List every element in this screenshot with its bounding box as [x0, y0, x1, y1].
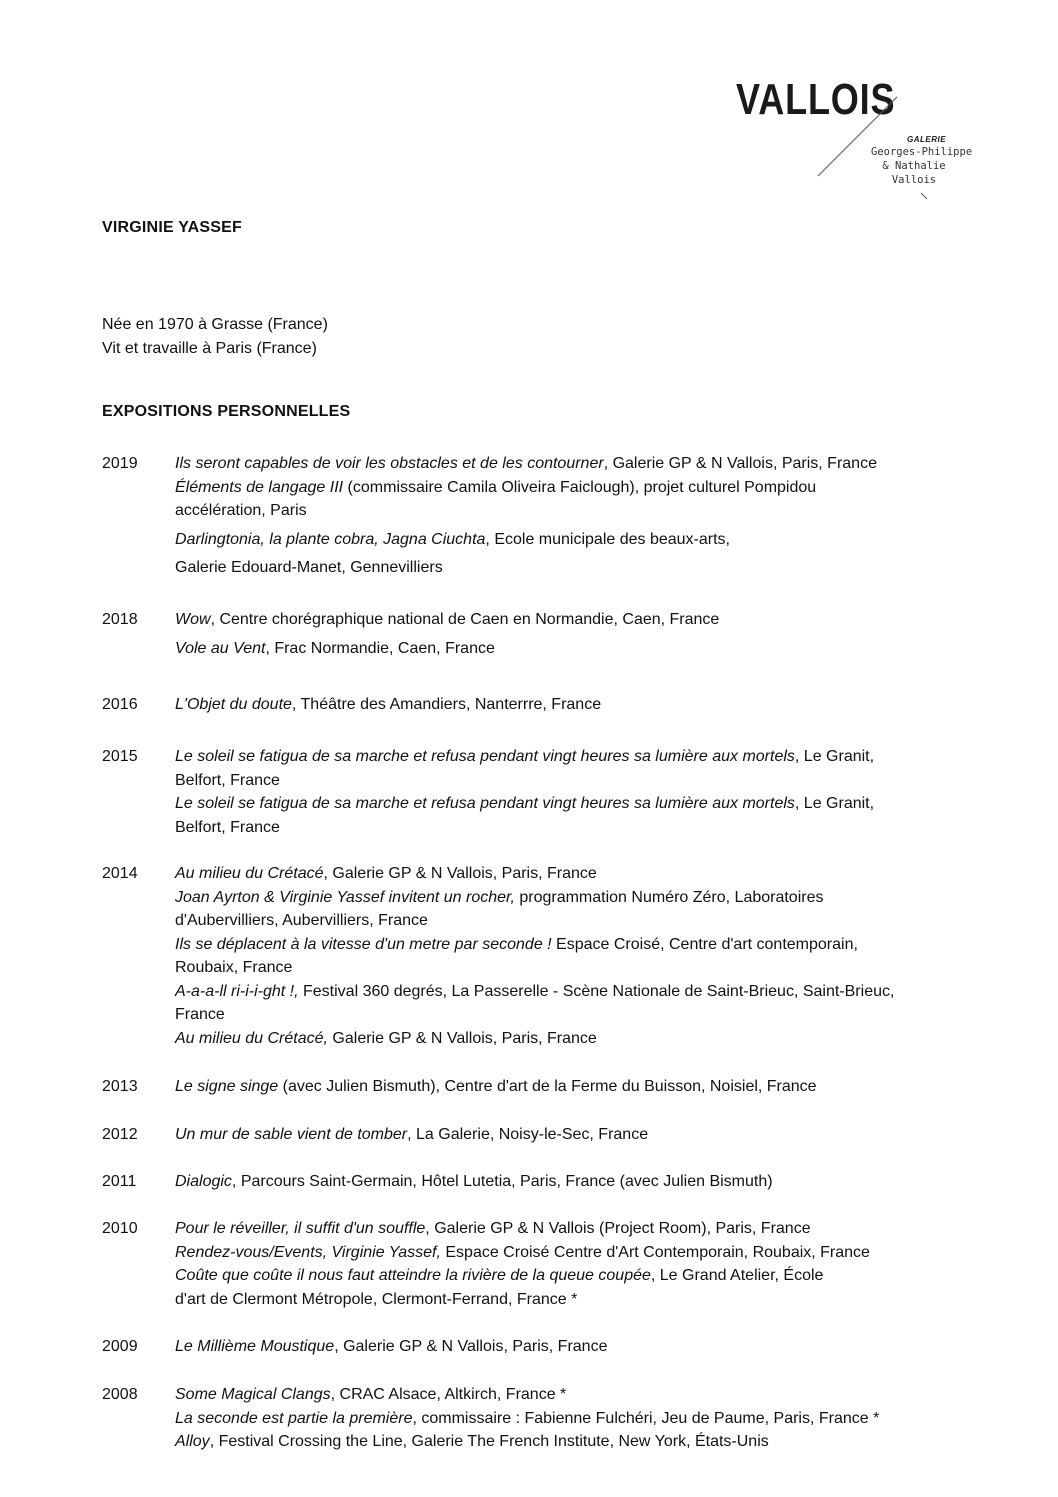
artist-name: VIRGINIE YASSEF [102, 219, 242, 236]
exhibition-line [175, 476, 1015, 500]
year-label: 2012 [102, 1126, 138, 1143]
exhibition-title: Darlingtonia, la plante cobra, Jagna Ciuchta [175, 530, 486, 548]
exhibition-details: , Ecole municipale des beaux-arts, [485, 530, 730, 548]
exhibition-line [175, 980, 1015, 1004]
exhibition-details: Belfort, France [175, 771, 280, 789]
exhibition-title: Dialogic [175, 1173, 232, 1190]
exhibition-entries [175, 1170, 1015, 1194]
exhibition-entries [175, 1383, 1015, 1454]
exhibition-line [175, 909, 1015, 933]
gallery-logo [736, 75, 973, 218]
bio-line: Née en 1970 à Grasse (France) [102, 316, 328, 333]
exhibition-entries [175, 1217, 1015, 1311]
exhibition-details: Espace Croisé, Centre d'art contemporain, [551, 935, 858, 953]
exhibition-line [175, 1264, 1015, 1288]
exhibition-title: Joan Ayrton & Virginie Yassef invitent un rocher, [175, 888, 515, 906]
exhibition-title: Coûte que coûte il nous faut atteindre la rivière de la queue coupée [175, 1267, 651, 1284]
exhibition-line [175, 637, 1015, 661]
exhibition-details: France [175, 1006, 225, 1023]
exhibition-entries [175, 452, 1015, 580]
exhibition-title: Le signe singe [175, 1078, 279, 1095]
exhibition-title: Le soleil se fatigua de sa marche et refusa pendant vingt heures sa lumière aux mortels [175, 795, 795, 812]
exhibition-line [175, 1288, 1015, 1312]
exhibition-line [175, 693, 1015, 717]
exhibition-line [175, 886, 1015, 910]
year-label: 2011 [102, 1173, 137, 1190]
year-label: 2008 [102, 1386, 138, 1403]
logo-gallery-names [871, 145, 973, 187]
exhibition-line [175, 792, 1015, 816]
exhibition-title: A-a-a-ll ri-i-i-ght !, [175, 982, 299, 1000]
exhibition-details: Espace Croisé Centre d'Art Contemporain, Roubaix, France [440, 1243, 870, 1261]
exhibition-details: Roubaix, France [175, 959, 293, 976]
year-label: 2013 [102, 1078, 138, 1095]
exhibition-details: accélération, Paris [175, 502, 307, 519]
exhibition-details: (avec Julien Bismuth), Centre d'art de la Ferme du Buisson, Noisiel, France [278, 1078, 817, 1095]
exhibition-details: , La Galerie, Noisy-le-Sec, France [407, 1126, 649, 1143]
exhibition-details: , Festival Crossing the Line, Galerie The French Institute, New York, États-Unis [209, 1433, 769, 1450]
exhibition-title: Vole au Vent [175, 639, 266, 657]
exhibition-line [175, 1170, 1015, 1194]
exhibition-details: (commissaire Camila Oliveira Faiclough), projet culturel Pompidou [343, 478, 817, 496]
exhibition-title: Ils se déplacent à la vitesse d'un metre par seconde ! [175, 935, 552, 953]
exhibition-details: Galerie Edouard-Manet, Gennevilliers [175, 559, 443, 576]
exhibition-entries [175, 1335, 1015, 1359]
logo-line: Vallois [891, 174, 937, 186]
year-label: 2016 [102, 696, 138, 713]
exhibition-line [175, 528, 1015, 552]
exhibition-details: , Le Grand Atelier, École [650, 1267, 824, 1284]
exhibition-line [175, 1123, 1015, 1147]
exhibition-title: L'Objet du doute [175, 696, 292, 713]
exhibition-details: , CRAC Alsace, Altkirch, France * [330, 1386, 567, 1403]
exhibition-details: programmation Numéro Zéro, Laboratoires [514, 888, 824, 906]
exhibition-line [175, 556, 1015, 580]
exhibition-line [175, 1027, 1015, 1051]
exhibition-title: Ils seront capables de voir les obstacles et de les contourner [175, 455, 604, 472]
year-label: 2010 [102, 1220, 138, 1237]
exhibition-details: , commissaire : Fabienne Fulchéri, Jeu de Paume, Paris, France * [412, 1409, 880, 1427]
artist-bio [102, 313, 328, 361]
exhibition-entries [175, 693, 1015, 717]
exhibition-details: , Le Granit, [794, 748, 875, 765]
exhibition-line [175, 745, 1015, 769]
exhibition-entries [175, 1123, 1015, 1147]
exhibition-title: Au milieu du Crétacé [175, 865, 324, 882]
exhibition-title: Some Magical Clangs [175, 1386, 331, 1403]
exhibition-line [175, 1407, 1015, 1431]
logo-galerie-label: GALERIE [907, 135, 947, 144]
exhibition-details: d'art de Clermont Métropole, Clermont-Ferrand, France * [175, 1290, 578, 1308]
exhibition-line [175, 1335, 1015, 1359]
exhibition-line [175, 816, 1015, 840]
exhibition-line [175, 1075, 1015, 1099]
year-label: 2018 [102, 611, 138, 628]
exhibition-details: , Théâtre des Amandiers, Nanterrre, France [291, 696, 602, 713]
exhibition-line [175, 1003, 1015, 1027]
year-label: 2009 [102, 1338, 138, 1355]
exhibition-details: , Centre chorégraphique national de Caen en Normandie, Caen, France [210, 611, 720, 628]
exhibition-details: , Galerie GP & N Vallois, Paris, France [334, 1338, 608, 1355]
section-title: EXPOSITIONS PERSONNELLES [102, 403, 351, 420]
exhibition-entries [175, 745, 1015, 839]
exhibition-title: Alloy [175, 1433, 210, 1450]
year-label: 2019 [102, 455, 138, 472]
exhibition-line [175, 862, 1015, 886]
logo-line: Georges-Philippe [871, 146, 973, 158]
exhibition-details: , Galerie GP & N Vallois (Project Room), Paris, France [425, 1220, 811, 1237]
exhibition-details: , Le Granit, [794, 795, 875, 812]
exhibition-line [175, 1241, 1015, 1265]
exhibition-entries [175, 862, 1015, 1050]
exhibition-line [175, 956, 1015, 980]
logo-line: & Nathalie [882, 160, 946, 172]
exhibition-title: Wow [175, 611, 211, 628]
exhibition-line [175, 1430, 1015, 1454]
exhibition-entries [175, 608, 1015, 660]
exhibition-details: d'Aubervilliers, Aubervilliers, France [175, 912, 428, 929]
exhibition-line [175, 1217, 1015, 1241]
exhibition-line [175, 933, 1015, 957]
exhibition-title: Pour le réveiller, il suffit d'un souffle [175, 1220, 426, 1237]
year-label: 2015 [102, 748, 138, 765]
exhibition-title: Éléments de langage III [175, 478, 344, 496]
exhibition-title: Le Millième Moustique [175, 1338, 335, 1355]
exhibition-line [175, 1383, 1015, 1407]
exhibition-details: , Parcours Saint-Germain, Hôtel Lutetia, Paris, France (avec Julien Bismuth) [231, 1173, 773, 1190]
year-label: 2014 [102, 865, 138, 882]
exhibition-details: Belfort, France [175, 818, 280, 836]
exhibition-line [175, 608, 1015, 632]
exhibition-title: Au milieu du Crétacé, [175, 1029, 328, 1047]
exhibition-title: Un mur de sable vient de tomber [175, 1126, 408, 1143]
exhibition-line [175, 452, 1015, 476]
exhibition-details: , Frac Normandie, Caen, France [265, 639, 495, 657]
exhibition-entries [175, 1075, 1015, 1099]
exhibition-title: Rendez-vous/Events, Virginie Yassef, [175, 1243, 441, 1261]
exhibition-title: Le soleil se fatigua de sa marche et refusa pendant vingt heures sa lumière aux mortels [175, 748, 795, 765]
exhibition-details: , Galerie GP & N Vallois, Paris, France [323, 865, 597, 882]
exhibition-details: Galerie GP & N Vallois, Paris, France [327, 1029, 597, 1047]
exhibition-line [175, 769, 1015, 793]
exhibition-details: Festival 360 degrés, La Passerelle - Scène Nationale de Saint-Brieuc, Saint-Brieuc, [298, 982, 895, 1000]
exhibition-line [175, 499, 1015, 523]
exhibition-details: , Galerie GP & N Vallois, Paris, France [603, 455, 877, 472]
logo-wordmark: VALLOIS [736, 75, 896, 124]
bio-line: Vit et travaille à Paris (France) [102, 340, 317, 357]
exhibition-title: La seconde est partie la première [175, 1409, 413, 1427]
